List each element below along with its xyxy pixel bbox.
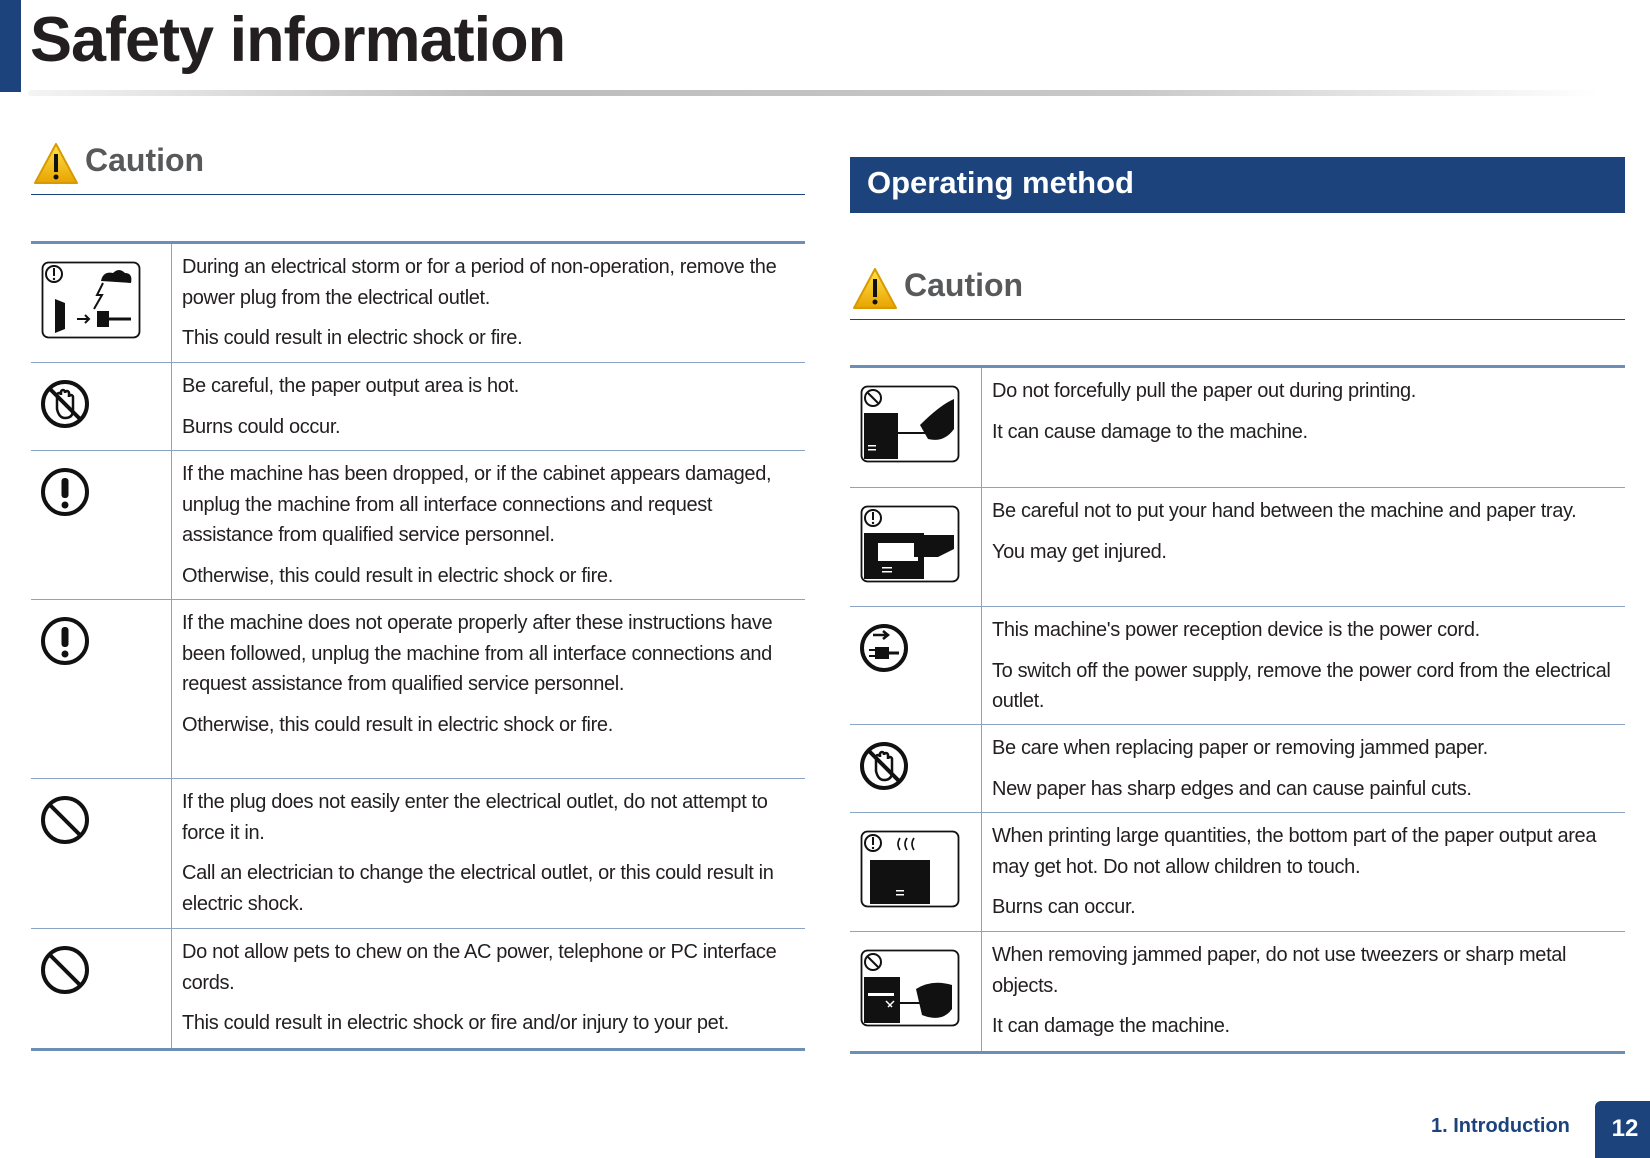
table-row (850, 932, 1625, 1051)
no-hand-icon (859, 741, 909, 796)
row-text (172, 244, 805, 362)
warning-icon (40, 467, 90, 522)
row-icon-cell (850, 725, 982, 812)
caution-triangle-icon (852, 267, 898, 311)
page-number: 12 (1595, 1101, 1650, 1158)
footer-section-link[interactable]: 1. Introduction (1431, 1115, 1570, 1137)
row-paragraph: New paper has sharp edges and can cause painful cuts. (992, 777, 1472, 800)
prohibited-icon (40, 945, 90, 1000)
row-paragraph: When printing large quantities, the bottom part of the paper output area may get hot. Do not allow children to touch. (992, 825, 1597, 878)
row-paragraph: This could result in electric shock or fire and/or injury to your pet. (182, 1012, 729, 1034)
row-paragraph: If the machine does not operate properly after these instructions have been followed, unplug the machine from all interface connections and request assistance from qualified service personnel. (182, 612, 773, 695)
table-row (31, 451, 805, 600)
row-paragraph: Be care when replacing paper or removing jammed paper. (992, 737, 1488, 759)
table-row (850, 725, 1625, 813)
no-pull-paper-pictogram-icon (860, 385, 960, 468)
row-icon-cell (31, 600, 172, 778)
row-icon-cell (31, 451, 172, 599)
row-text (172, 451, 805, 599)
right-safety-table (850, 365, 1625, 1054)
no-tweezers-pictogram-icon (860, 949, 960, 1032)
row-icon-cell (850, 368, 982, 487)
hand-in-tray-pictogram-icon (860, 505, 960, 588)
table-row (31, 600, 805, 779)
row-paragraph: You may get injured. (992, 540, 1167, 563)
caution-label: Caution (85, 142, 205, 178)
row-paragraph: Otherwise, this could result in electric shock or fire. (182, 713, 613, 736)
header-accent-bar (0, 0, 21, 92)
row-text (982, 813, 1625, 931)
left-safety-table (31, 241, 805, 1051)
row-icon-cell (850, 932, 982, 1051)
row-icon-cell (850, 607, 982, 724)
table-row (850, 607, 1625, 725)
table-row (31, 244, 805, 363)
row-paragraph: Be careful, the paper output area is hot. (182, 375, 519, 397)
row-paragraph: It can cause damage to the machine. (992, 420, 1308, 443)
row-text (172, 779, 805, 928)
row-text (172, 600, 805, 778)
title-divider (28, 90, 1598, 96)
table-row (850, 488, 1625, 607)
row-paragraph: If the plug does not easily enter the electrical outlet, do not attempt to force it in. (182, 791, 768, 844)
section-title: Operating method (867, 165, 1134, 200)
row-text (172, 929, 805, 1048)
section-header-operating-method (850, 157, 1625, 213)
power-plug-icon (859, 623, 909, 678)
row-text (982, 488, 1576, 606)
row-icon-cell (31, 363, 172, 450)
row-icon-cell (31, 779, 172, 928)
row-paragraph: If the machine has been dropped, or if the cabinet appears damaged, unplug the machine from all interface connections and request assistance from qualified service personnel. (182, 463, 772, 546)
storm-unplug-pictogram-icon (41, 261, 141, 344)
prohibited-icon (40, 795, 90, 850)
row-paragraph: Do not allow pets to chew on the AC power, telephone or PC interface cords. (182, 941, 777, 994)
table-row (31, 363, 805, 451)
row-paragraph: It can damage the machine. (992, 1015, 1230, 1037)
row-paragraph: When removing jammed paper, do not use tweezers or sharp metal objects. (992, 944, 1567, 997)
row-icon-cell (31, 244, 172, 362)
table-row (850, 813, 1625, 932)
table-row (31, 779, 805, 929)
row-paragraph: To switch off the power supply, remove the power cord from the electrical outlet. (992, 659, 1611, 712)
page-title: Safety information (30, 5, 566, 75)
row-paragraph: Otherwise, this could result in electric shock or fire. (182, 564, 613, 587)
row-paragraph: This machine's power reception device is the power cord. (992, 619, 1480, 641)
row-text (172, 363, 519, 450)
table-row (850, 368, 1625, 488)
right-caution-heading (850, 263, 1625, 320)
row-paragraph: Burns can occur. (992, 896, 1136, 918)
row-icon-cell (31, 929, 172, 1048)
row-paragraph: This could result in electric shock or fire. (182, 327, 523, 349)
row-text (982, 725, 1488, 812)
row-paragraph: During an electrical storm or for a period of non-operation, remove the power plug from the electrical outlet. (182, 256, 777, 309)
row-icon-cell (850, 488, 982, 606)
row-paragraph: Be careful not to put your hand between the machine and paper tray. (992, 500, 1577, 522)
row-paragraph: Do not forcefully pull the paper out during printing. (992, 380, 1416, 402)
caution-label: Caution (904, 267, 1024, 303)
row-paragraph: Call an electrician to change the electrical outlet, or this could result in electric shock. (182, 862, 774, 915)
hot-output-pictogram-icon (860, 830, 960, 913)
left-caution-heading (31, 138, 805, 195)
table-row (31, 929, 805, 1048)
no-hand-icon (40, 379, 90, 434)
row-text (982, 368, 1416, 487)
row-paragraph: Burns could occur. (182, 415, 341, 438)
caution-triangle-icon (33, 142, 79, 186)
warning-icon (40, 616, 90, 671)
row-icon-cell (850, 813, 982, 931)
row-text (982, 932, 1625, 1051)
row-text (982, 607, 1625, 724)
